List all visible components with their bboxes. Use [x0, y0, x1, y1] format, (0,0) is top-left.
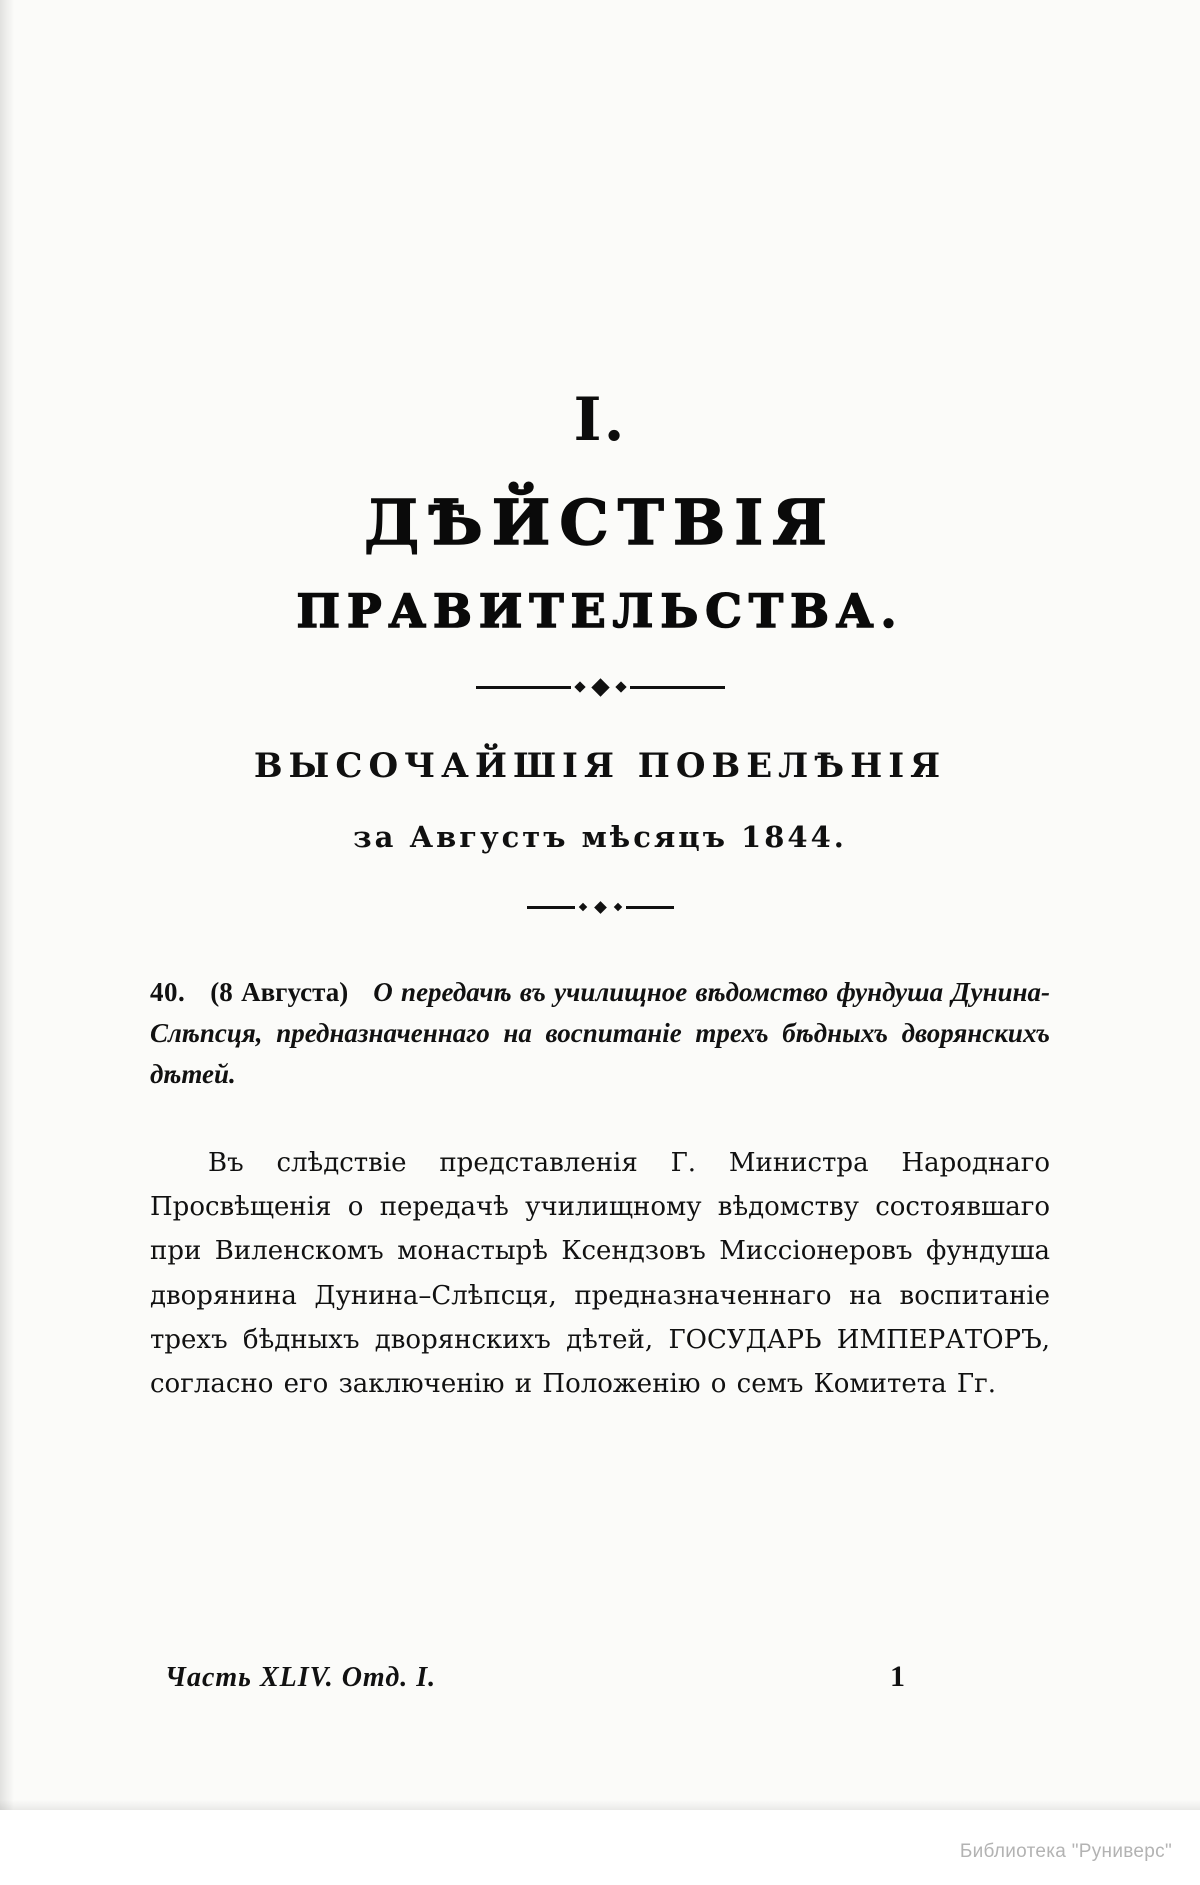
decree-period: за Августъ мѣсяцъ 1844.: [353, 820, 847, 854]
article-number: 40.: [150, 977, 186, 1007]
ornament-bar-left: [476, 686, 571, 689]
section-numeral: I.: [573, 385, 627, 455]
article-title: О передачѣ въ училищное вѣдомство фундуша Дунина-Слѣпсця, предназначеннаго на воспитаніе трехъ бѣдныхъ дворянскихъ дѣтей.: [150, 977, 1051, 1090]
article-date: (8 Августа): [210, 977, 349, 1007]
footer-signature: Часть XLIV. Отд. I.: [165, 1662, 437, 1693]
ornament-diamond-icon: [613, 903, 621, 911]
ornament-bar-right: [626, 906, 674, 909]
page-content: [150, 0, 1050, 1810]
library-watermark: Библиотека "Руниверс": [959, 1841, 1172, 1862]
ornament-diamond-icon: [591, 678, 609, 696]
ornament-diamond-icon: [615, 681, 626, 692]
decree-heading: ВЫСОЧАЙШІЯ ПОВЕЛѢНІЯ: [253, 746, 947, 786]
ornament-bar-left: [527, 906, 575, 909]
page-subtitle: ПРАВИТЕЛЬСТВА.: [296, 584, 904, 638]
ornament-divider-top: [150, 674, 1050, 700]
page-number: 1: [890, 1660, 905, 1693]
ornament-diamond-icon: [578, 903, 586, 911]
ornament-divider-bottom: [150, 894, 1050, 920]
ornament-diamond-icon: [594, 901, 607, 914]
article-entry: [150, 972, 1050, 1095]
body-paragraph: Въ слѣдствіе представленія Г. Министра Народнаго Просвѣщенія о передачѣ училищному вѣдомству состоявшаго при Виленскомъ монастырѣ Ксендзовъ Миссіонеровъ фундуша дворянина Дунина–Слѣпсця, предназначеннаго на воспитаніе трехъ бѣдныхъ дворянскихъ дѣтей, ГОСУДАРЬ ИМПЕРАТОРЪ, согласно его заключенію и Положенію о семъ Комитета Гг.: [150, 1148, 1050, 1400]
page-title: ДѢЙСТВІЯ: [364, 486, 836, 559]
ornament-diamond-icon: [574, 681, 585, 692]
ornament-bar-right: [630, 686, 725, 689]
page-footer: [150, 1660, 1050, 1694]
